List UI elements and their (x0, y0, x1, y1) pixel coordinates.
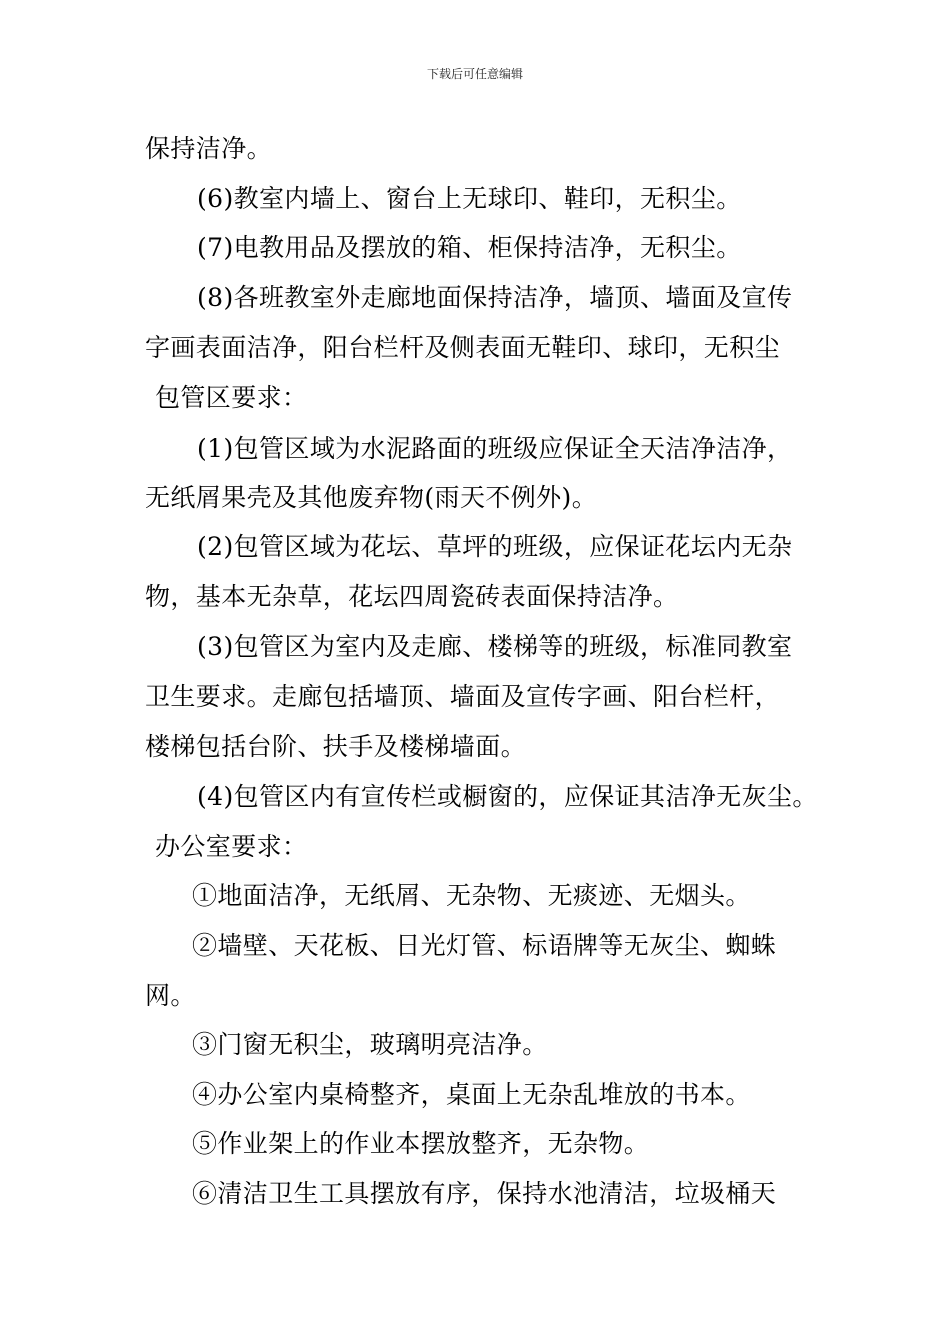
body-line: (7)电教用品及摆放的箱、柜保持洁净，无积尘。 (197, 233, 742, 262)
body-line: ④办公室内桌椅整齐，桌面上无杂乱堆放的书本。 (192, 1080, 751, 1109)
body-line: (1)包管区域为水泥路面的班级应保证全天洁净洁净， (197, 434, 793, 463)
body-line: 楼梯包括台阶、扶手及楼梯墙面。 (145, 732, 527, 761)
body-line: 保持洁净。 (145, 134, 273, 163)
body-line: 网。 (145, 981, 196, 1010)
body-line: ⑥清洁卫生工具摆放有序，保持水池清洁，垃圾桶天 (192, 1179, 777, 1208)
body-line: 卫生要求。走廊包括墙顶、墙面及宣传字画、阳台栏杆， (145, 682, 781, 711)
body-line: (2)包管区域为花坛、草坪的班级，应保证花坛内无杂 (197, 532, 793, 561)
body-line: ③门窗无积尘，玻璃明亮洁净。 (192, 1030, 548, 1059)
section-heading: 包管区要求： (155, 383, 308, 412)
body-line: 字画表面洁净，阳台栏杆及侧表面无鞋印、球印，无积尘 (145, 333, 781, 362)
body-line: 无纸屑果壳及其他废弃物(雨天不例外)。 (145, 483, 598, 512)
body-line: 物，基本无杂草，花坛四周瓷砖表面保持洁净。 (145, 582, 679, 611)
body-line: ⑤作业架上的作业本摆放整齐，无杂物。 (192, 1129, 650, 1158)
section-heading: 办公室要求： (155, 832, 308, 861)
body-line: (6)教室内墙上、窗台上无球印、鞋印，无积尘。 (197, 184, 742, 213)
body-line: (3)包管区为室内及走廊、楼梯等的班级，标准同教室 (197, 632, 793, 661)
body-line: ②墙壁、天花板、日光灯管、标语牌等无灰尘、蜘蛛 (192, 931, 777, 960)
body-line: (4)包管区内有宣传栏或橱窗的，应保证其洁净无灰尘。 (197, 782, 818, 811)
body-line: (8)各班教室外走廊地面保持洁净，墙顶、墙面及宣传 (197, 283, 793, 312)
body-line: ①地面洁净，无纸屑、无杂物、无痰迹、无烟头。 (192, 881, 751, 910)
page-header: 下载后可任意编辑 (426, 67, 523, 81)
